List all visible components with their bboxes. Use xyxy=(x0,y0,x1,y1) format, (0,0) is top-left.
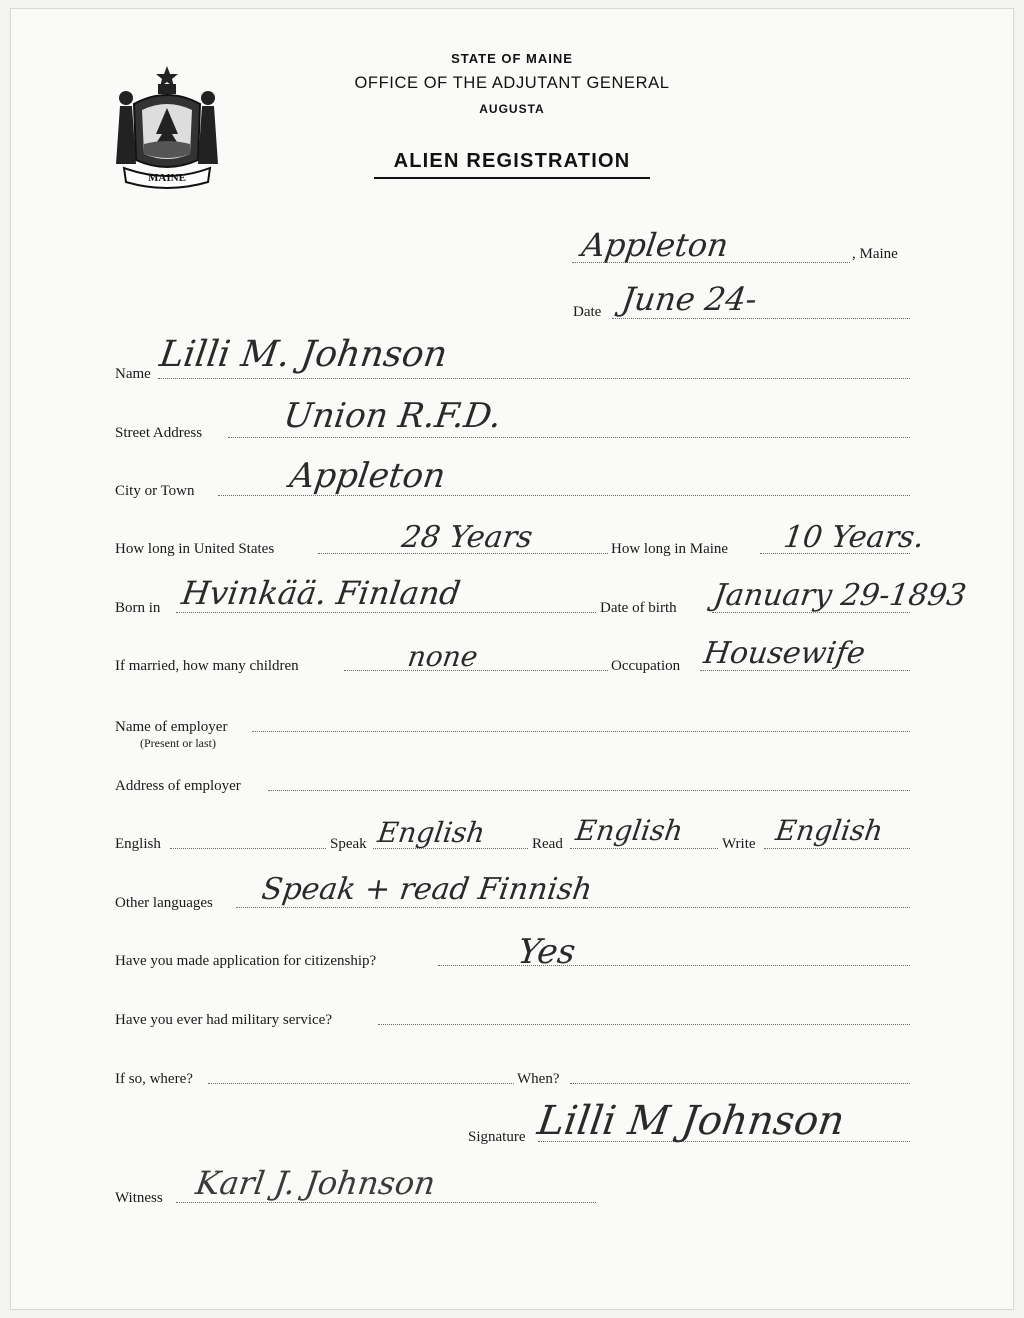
state-heading: STATE OF MAINE xyxy=(451,51,573,66)
other-languages-line xyxy=(236,907,910,908)
write-label: Write xyxy=(722,836,756,852)
dob-label: Date of birth xyxy=(600,600,677,616)
page-title: ALIEN REGISTRATION xyxy=(393,150,631,172)
maine-duration-label: How long in Maine xyxy=(611,541,729,557)
employer-sublabel: (Present or last) xyxy=(140,736,216,750)
employer-label: Name of employer xyxy=(115,719,228,735)
write-line xyxy=(764,848,910,849)
date-label: Date xyxy=(573,304,602,320)
other-languages-value: Speak + read Finnish xyxy=(259,872,595,907)
city-heading: AUGUSTA xyxy=(479,102,545,116)
employer-line xyxy=(252,731,910,732)
children-label: If married, how many children xyxy=(115,658,299,674)
us-duration-value: 28 Years xyxy=(399,520,535,555)
write-value: English xyxy=(773,814,886,847)
when-label: When? xyxy=(517,1071,560,1087)
occupation-label: Occupation xyxy=(611,658,681,674)
street-label: Street Address xyxy=(115,425,203,441)
born-value: Hvinkää. Finland xyxy=(179,574,463,612)
witness-label: Witness xyxy=(115,1190,163,1206)
city-label: City or Town xyxy=(115,483,195,499)
other-languages-label: Other languages xyxy=(115,895,213,911)
employer-address-label: Address of employer xyxy=(115,778,241,794)
dob-value: January 29-1893 xyxy=(711,578,969,613)
street-line xyxy=(228,437,910,438)
us-duration-label: How long in United States xyxy=(115,541,275,557)
born-line xyxy=(176,612,596,613)
street-value: Union R.F.D. xyxy=(281,396,504,436)
witness-line xyxy=(176,1202,596,1203)
speak-label: Speak xyxy=(330,836,367,852)
speak-value: English xyxy=(375,816,488,849)
citizenship-label: Have you made application for citizenship? xyxy=(115,953,377,969)
where-label: If so, where? xyxy=(115,1071,193,1087)
citizenship-line xyxy=(438,965,910,966)
where-line xyxy=(208,1083,514,1084)
occupation-value: Housewife xyxy=(701,636,868,671)
military-label: Have you ever had military service? xyxy=(115,1012,332,1028)
when-line xyxy=(570,1083,910,1084)
town-value: Appleton xyxy=(579,226,731,264)
born-label: Born in xyxy=(115,600,161,616)
read-value: English xyxy=(573,814,686,847)
maine-duration-value: 10 Years. xyxy=(781,520,927,555)
english-label: English xyxy=(115,836,161,852)
signature-value: Lilli M Johnson xyxy=(534,1098,848,1144)
maine-suffix: , Maine xyxy=(852,246,898,262)
office-heading: OFFICE OF THE ADJUTANT GENERAL xyxy=(354,74,670,92)
children-line xyxy=(344,670,608,671)
citizenship-value: Yes xyxy=(515,932,578,972)
name-label: Name xyxy=(115,366,151,382)
military-line xyxy=(378,1024,910,1025)
svg-text:MAINE: MAINE xyxy=(148,172,186,184)
read-line xyxy=(570,848,718,849)
read-label: Read xyxy=(532,836,563,852)
name-line xyxy=(158,378,910,379)
name-value: Lilli M. Johnson xyxy=(157,334,450,375)
city-value: Appleton xyxy=(287,456,448,496)
title-underline xyxy=(374,177,650,179)
date-line xyxy=(612,318,910,319)
children-value: none xyxy=(405,640,480,673)
employer-address-line xyxy=(268,790,910,791)
english-line xyxy=(170,848,326,849)
witness-value: Karl J. Johnson xyxy=(193,1164,438,1202)
signature-label: Signature xyxy=(468,1129,526,1145)
date-value: June 24- xyxy=(619,280,760,318)
